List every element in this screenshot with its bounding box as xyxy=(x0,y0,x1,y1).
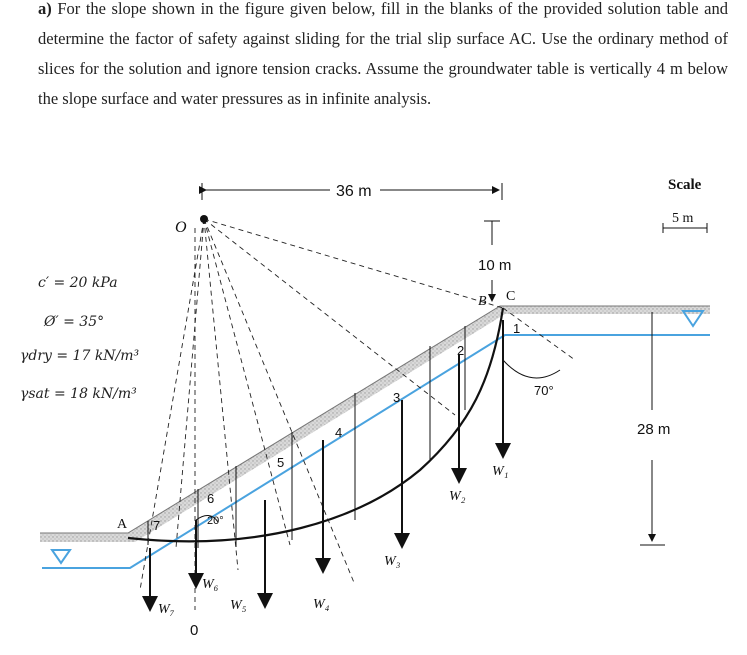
scale-value: 5 m xyxy=(672,211,694,226)
param-gamma-dry: γdry = 17 kN/m³ xyxy=(20,348,140,364)
weight-arrows xyxy=(150,320,503,608)
slice-number-6: 6 xyxy=(207,491,215,506)
weight-label-5: W₅ xyxy=(230,598,247,613)
dim-36m-label: 36 m xyxy=(336,183,372,200)
water-symbol-left xyxy=(52,550,70,563)
weight-label-3: W₃ xyxy=(384,554,401,569)
weight-label-2: W₂ xyxy=(449,489,466,504)
angle-top-label: 70° xyxy=(534,383,554,398)
dim-28m-label: 28 m xyxy=(637,421,671,438)
slice-number-5: 5 xyxy=(277,455,285,470)
point-B: B xyxy=(478,294,487,309)
param-friction-angle: Ø′ = 35° xyxy=(44,314,105,330)
dim-10m-label: 10 m xyxy=(478,257,512,274)
param-gamma-sat: γsat = 18 kN/m³ xyxy=(20,386,137,402)
slice-number-2: 2 xyxy=(457,343,465,358)
weight-label-6: W₆ xyxy=(202,577,219,592)
point-A: A xyxy=(117,517,128,532)
angle-arc-70 xyxy=(503,360,560,378)
slice-number-3: 3 xyxy=(393,390,401,405)
problem-label: a) xyxy=(38,0,52,18)
point-O-top: O xyxy=(175,219,187,236)
point-C: C xyxy=(506,289,516,304)
param-cohesion: c′ = 20 kPa xyxy=(38,275,118,291)
slice-number-7: 7 xyxy=(153,518,161,533)
angle-bottom-label: 20° xyxy=(207,515,224,527)
weight-label-7: W₇ xyxy=(158,602,175,617)
weight-label-4: W₄ xyxy=(313,597,330,612)
problem-text: For the slope shown in the figure given below, fill in the blanks of the provided solution table and determine the factor of safety against sliding for the trial slip surface AC. Use the ordinary method of slices for the solution and ignore tension cracks. Assume the groundwater table is vertically 4 m below the slope surface and water pressures as in infinite analysis. xyxy=(38,0,728,108)
slice-number-1: 1 xyxy=(513,321,521,336)
center-point xyxy=(200,215,208,223)
slice-number-4: 4 xyxy=(335,425,343,440)
ground-hatch xyxy=(40,306,710,542)
weight-label-1: W₁ xyxy=(492,464,509,479)
point-O-bottom: 0 xyxy=(190,622,199,639)
scale-title: Scale xyxy=(668,177,702,193)
radial-lines xyxy=(140,219,575,610)
